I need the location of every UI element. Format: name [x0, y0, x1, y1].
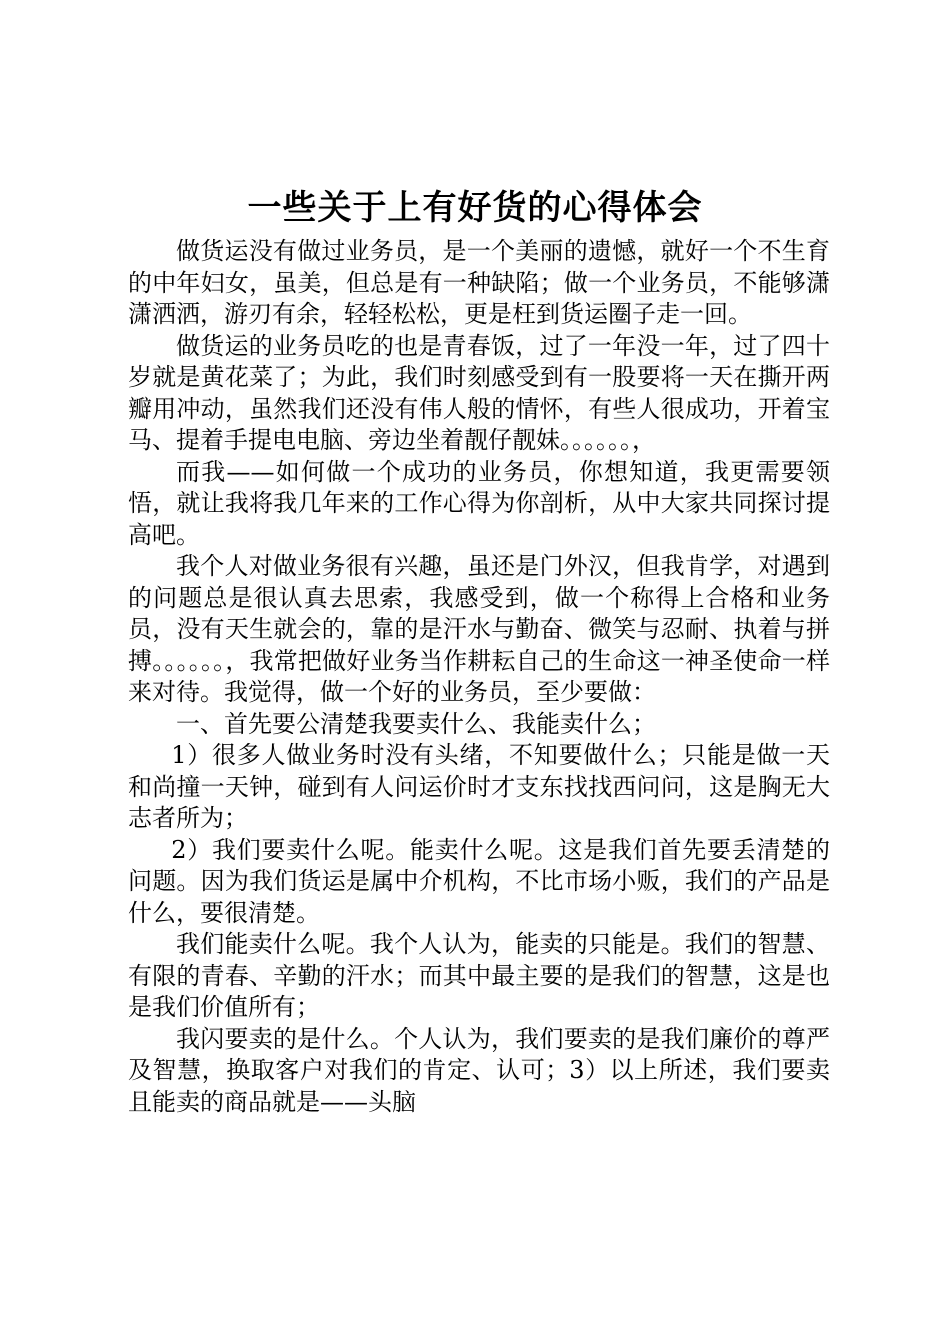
- paragraph-what-to-sell: 我们能卖什么呢。我个人认为，能卖的只能是。我们的智慧、有限的青春、辛勤的汗水；而其中最主要的是我们的智慧，这是也是我们价值所有；: [128, 930, 830, 1021]
- paragraph-intro: 做货运没有做过业务员，是一个美丽的遗憾，就好一个不生育的中年妇女，虽美，但总是有一种缺陷；做一个业务员，不能够潇潇洒洒，游刃有余，轻轻松松，更是枉到货运圈子走一回。: [128, 237, 830, 328]
- paragraph-interest: 我个人对做业务很有兴趣，虽还是门外汉，但我肯学，对遇到的问题总是很认真去思索，我感受到，做一个称得上合格和业务员，没有天生就会的，靠的是汗水与勤奋、微笑与忍耐、执着与拼搏。。。。。。，我常把做好业务当作耕耘自己的生命这一神圣使命一样来对待。我觉得，做一个好的业务员，至少要做：: [128, 552, 830, 706]
- paragraph-point-1: 1）很多人做业务时没有头绪，不知要做什么；只能是做一天和尚撞一天钟，碰到有人问运价时才支东找找西问问，这是胸无大志者所为；: [128, 741, 830, 832]
- paragraph-point-2: 2）我们要卖什么呢。能卖什么呢。这是我们首先要丢清楚的问题。因为我们货运是属中介机构，不比市场小贩，我们的产品是什么，要很清楚。: [128, 835, 830, 927]
- paragraph-experience: 而我——如何做一个成功的业务员，你想知道，我更需要领悟，就让我将我几年来的工作心得为你剖析，从中大家共同探讨提高吧。: [128, 457, 830, 549]
- paragraph-youth: 做货运的业务员吃的也是青春饭，过了一年没一年，过了四十岁就是黄花菜了；为此，我们时刻感受到有一股要将一天在撕开两瓣用冲动，虽然我们还没有伟人般的情怀，有些人很成功，开着宝马、提着手提电电脑、旁边坐着靓仔靓妹。。。。。。，: [128, 331, 830, 454]
- paragraph-conclusion: 我闪要卖的是什么。个人认为，我们要卖的是我们廉价的尊严及智慧，换取客户对我们的肯定、认可；3）以上所述，我们要卖且能卖的商品就是——头脑: [128, 1024, 830, 1116]
- paragraph-section-one: 一、首先要公清楚我要卖什么、我能卖什么；: [176, 709, 656, 738]
- document-body: [128, 236, 830, 1118]
- document-title: 一些关于上有好货的心得体会: [247, 188, 703, 228]
